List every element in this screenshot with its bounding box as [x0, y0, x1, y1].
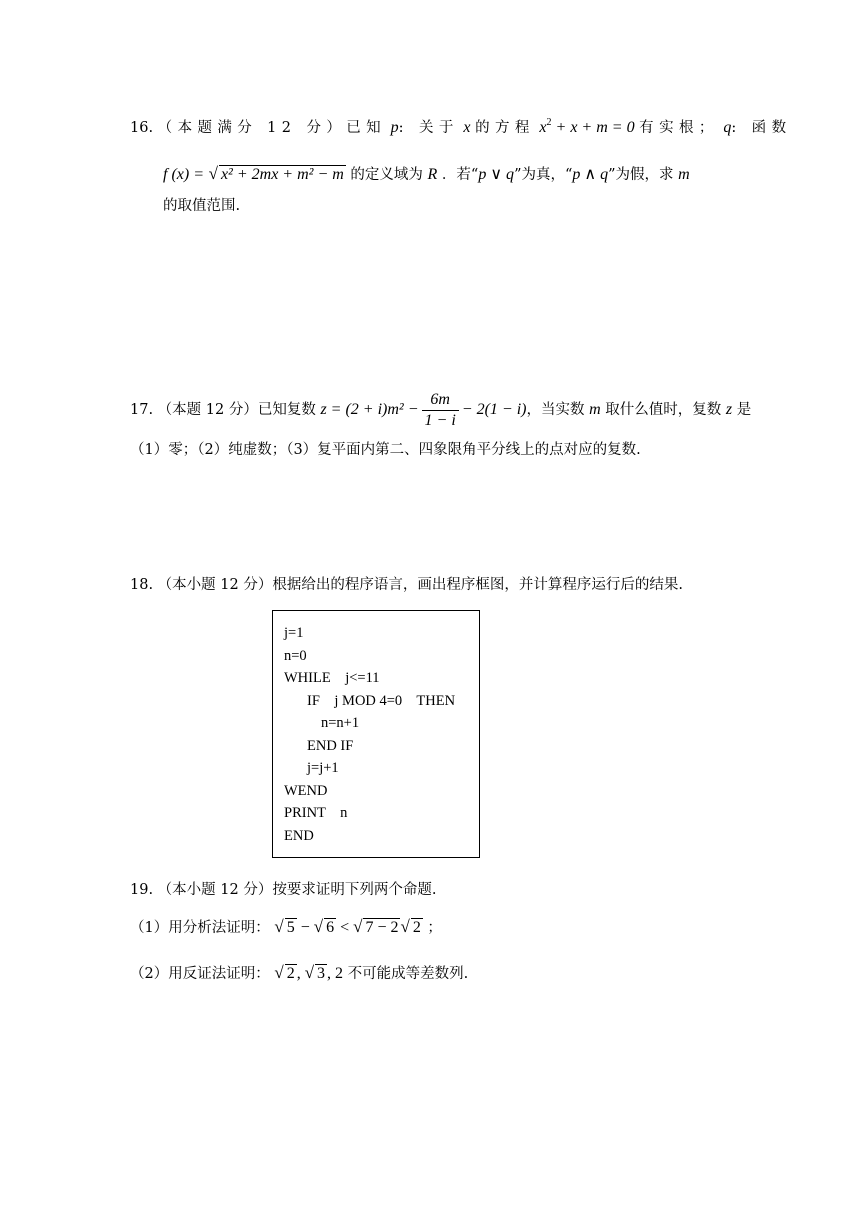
- q17-number: 17.: [130, 402, 154, 418]
- q16-m-var: m: [678, 166, 690, 183]
- q18-code-box: [272, 610, 480, 858]
- q16-header: （本题满分 12 分）已知: [157, 120, 387, 136]
- q16-equation: $x^2 + x + m = 0$: [539, 117, 635, 136]
- q16-line1: [130, 118, 792, 138]
- q19-p2-math: √ 2 , √ 3 , 2: [274, 963, 344, 982]
- q16-false-text: ”为假，求: [608, 167, 674, 183]
- q17-z-expr: z = (2 + i)m² −: [320, 401, 419, 418]
- q19-p1-end: ；: [427, 920, 442, 936]
- sqrt-7-minus-2: 7 − 2: [365, 919, 399, 936]
- code-line: j=1: [284, 625, 304, 641]
- q16-number: 16.: [130, 120, 154, 136]
- q16-line3: [163, 196, 240, 216]
- q17-line2-text: （1）零；（2）纯虚数；（3）复平面内第二、四象限角平分线上的点对应的复数.: [130, 442, 641, 458]
- q16-func-radicand: x² + 2mx + m² − m: [220, 166, 344, 183]
- q16-q-label: q: [723, 119, 732, 136]
- q16-p-and-q: p ∧ q: [572, 166, 609, 183]
- q17-line1: [130, 388, 751, 432]
- q17-header: （本题 12 分）已知复数: [157, 402, 316, 418]
- q16-true-text: ”为真，“: [514, 167, 573, 183]
- q16-if-text: ．若“: [441, 167, 479, 183]
- q16-has-root: 有实根；: [639, 120, 719, 136]
- q19-number: 19.: [130, 882, 154, 898]
- comma: ,: [296, 965, 301, 982]
- sqrt-5: 5: [286, 919, 295, 936]
- q16-p-or-q: p ∨ q: [478, 166, 515, 183]
- q17-z-var: z: [725, 401, 733, 418]
- q19-text: （本小题 12 分）按要求证明下列两个命题.: [157, 882, 437, 898]
- code-line: END IF: [307, 738, 354, 754]
- q17-fraction: [422, 390, 459, 431]
- code-line: END: [284, 828, 314, 844]
- q17-m-var: m: [589, 401, 601, 418]
- q19-p1-math: √ 5 − √ 6 < √ 7 − 2 √ 2: [274, 917, 421, 936]
- q19-line1: [130, 880, 436, 900]
- q16-func-sqrt: √ x² + 2mx + m² − m: [208, 164, 344, 183]
- minus-sign: −: [300, 919, 310, 936]
- q16-line2: [163, 164, 690, 185]
- q19-p2-tail: 不可能成等差数列.: [347, 966, 469, 982]
- sqrt-3: 3: [317, 965, 326, 982]
- q19-p2-label: （2）用反证法证明：: [130, 966, 270, 982]
- q19-p1-label: （1）用分析法证明：: [130, 920, 270, 936]
- code-line: IF j MOD 4=0 THEN: [307, 693, 456, 709]
- q18-number: 18.: [130, 577, 154, 593]
- q16-p-text: : 关于: [398, 120, 459, 136]
- code-line: n=0: [284, 648, 307, 664]
- code-line: WEND: [284, 783, 328, 799]
- q16-q-text: : 函数: [731, 120, 792, 136]
- q17-frac-den: 1 − i: [424, 411, 456, 429]
- q19-part1: [130, 917, 442, 938]
- q18-line1: [130, 575, 683, 595]
- sqrt-2: 2: [412, 919, 421, 936]
- sqrt-6: 6: [326, 919, 335, 936]
- q16-domain-text: 的定义域为: [350, 167, 423, 183]
- code-line: WHILE j<=11: [284, 670, 380, 686]
- q17-cond-text2: 取什么值时，复数: [605, 402, 722, 418]
- q16-eq-text: 的方程: [475, 120, 535, 136]
- q19-part2: [130, 963, 468, 984]
- code-line: j=j+1: [307, 760, 339, 776]
- q16-p-label: p: [390, 119, 399, 136]
- q16-eq-tail: + x + m = 0: [555, 119, 635, 136]
- number-two: 2: [335, 965, 344, 982]
- comma: ,: [327, 965, 332, 982]
- q17-line2: [130, 440, 641, 460]
- less-than-sign: <: [340, 919, 350, 936]
- sqrt-2: 2: [286, 965, 295, 982]
- q16-range-text: 的取值范围.: [163, 198, 241, 214]
- q17-is-text: 是: [736, 402, 752, 418]
- q17-frac-num: 6m: [422, 390, 459, 411]
- q16-R: R: [427, 166, 438, 183]
- code-line: PRINT n: [284, 805, 348, 821]
- q18-text: （本小题 12 分）根据给出的程序语言，画出程序框图，并计算程序运行后的结果.: [157, 577, 683, 593]
- q16-x-var: x: [463, 119, 471, 136]
- q16-func-lhs: f (x) =: [163, 166, 204, 183]
- code-line: n=n+1: [321, 715, 360, 731]
- q17-cond-text: ，当实数: [526, 402, 585, 418]
- q17-z-tail: − 2(1 − i): [461, 401, 527, 418]
